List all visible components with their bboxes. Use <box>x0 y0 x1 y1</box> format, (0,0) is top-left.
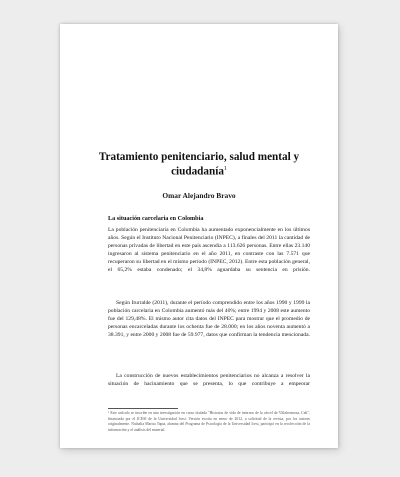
author-name: Omar Alejandro Bravo <box>162 191 236 200</box>
footnote-rule <box>108 408 178 409</box>
title-footnote-mark: 1 <box>223 165 227 172</box>
document-page <box>60 24 338 448</box>
section-heading: La situación carcelaria en Colombia <box>108 215 204 222</box>
footnote: ¹ Este artículo se inscribe en una investigación en curso titulada "Historias de vida de internos de la cárcel de Villahermosa, Cali", financiada por el ICESI de la Universidad Icesi. Versión escrita en enero de 2012, a solicitud de la revista, por los autores originalmente. Nathalia Marisa Tapia, alumna del Programa de Psicología de la Universidad Icesi, participó en la recolección de la información y el análisis del material. <box>108 411 310 432</box>
document-title <box>90 152 308 178</box>
title-text: Tratamiento penitenciario, salud mental y ciudadanía <box>98 151 300 178</box>
paragraph-3: La construcción de nuevos establecimientos penitenciarios no alcanza a resolver la situación de hacinamiento que se presenta, lo que contribuye a empeorar <box>108 373 310 388</box>
paragraph-2: Según Iturralde (2011), durante el período comprendido entre los años 1990 y 1999 la población carcelaria en Colombia aumentó más del 40%; entre 1994 y 2008 este aumento fue del 129,48%. El mismo autor cita datos del INPEC para mostrar que el promedio de personas encarceladas durante los ochenta fue de 28.000; en los años noventa aumentó a 38.391, y entre 2000 y 2008 fue de 59.977, datos que confirman la tendencia mencionada. <box>108 300 310 339</box>
paragraph-1: La población penitenciaria en Colombia ha aumentado exponencialmente en los últimos años. Según el Instituto Nacional Penitenciario (INPEC), a finales del 2011 la cantidad de personas privadas de libertad en este país ascendía a 113.626 personas. Entre ellas 23.140 ingresaron al sistema penitenciario en el año 2011, en contraste con las 7.571 que recuperaron su libertad en el mismo período (INPEC, 2012). Entre esta población general, el 65,2% estaba condenado; el 34,8% aguardaba su sentencia en prisión. <box>108 227 310 274</box>
